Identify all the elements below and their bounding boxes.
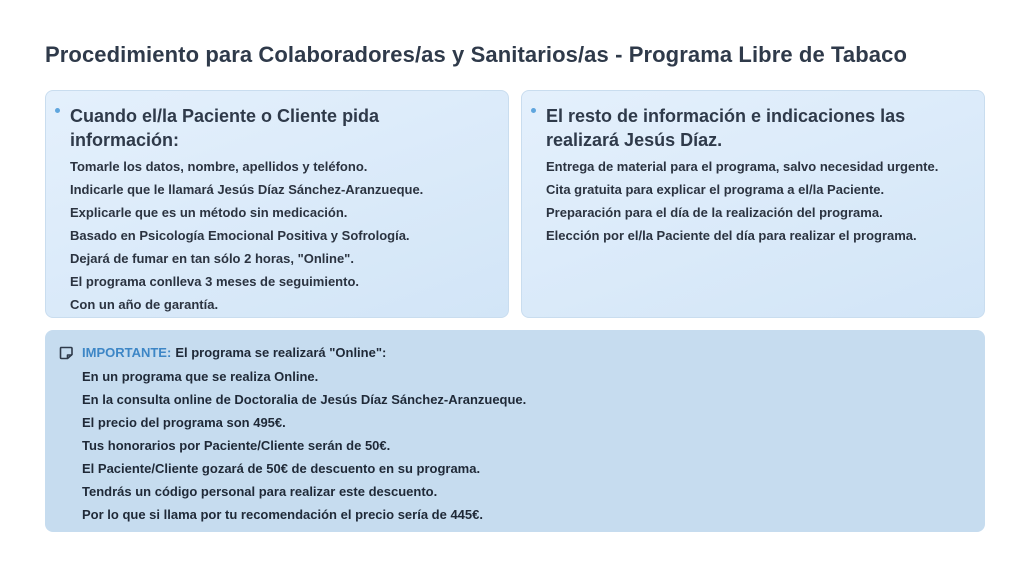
- list-item: El Paciente/Cliente gozará de 50€ de descuento en su programa.: [82, 461, 481, 476]
- list-item: En la consulta online de Doctoralia de Jesús Díaz Sánchez-Aranzueque.: [82, 392, 527, 407]
- page-title: Procedimiento para Colaboradores/as y Sanitarios/as - Programa Libre de Tabaco: [45, 42, 907, 67]
- list-item: Con un año de garantía.: [70, 297, 219, 312]
- right-card-heading: El resto de información e indicaciones las realizará Jesús Díaz.: [546, 106, 906, 150]
- list-item: Tomarle los datos, nombre, apellidos y teléfono.: [70, 159, 368, 174]
- list-item: Tus honorarios por Paciente/Cliente serán de 50€.: [82, 438, 391, 453]
- left-card-heading: Cuando el/la Paciente o Cliente pida información:: [70, 106, 380, 150]
- list-item: Dejará de fumar en tan sólo 2 horas, "Online".: [70, 251, 354, 266]
- list-item: Entrega de material para el programa, salvo necesidad urgente.: [546, 159, 939, 174]
- note-heading: [82, 343, 386, 363]
- important-note: [45, 330, 985, 532]
- note-label: IMPORTANTE:: [82, 345, 172, 360]
- bullet-icon: [531, 108, 536, 113]
- list-item: Elección por el/la Paciente del día para realizar el programa.: [546, 228, 917, 243]
- list-item: Tendrás un código personal para realizar este descuento.: [82, 484, 438, 499]
- note-icon: [59, 346, 73, 360]
- left-card-list: [70, 155, 498, 316]
- list-item: Preparación para el día de la realización del programa.: [546, 205, 883, 220]
- list-item: Cita gratuita para explicar el programa a el/la Paciente.: [546, 182, 885, 197]
- list-item: El programa conlleva 3 meses de seguimiento.: [70, 274, 359, 289]
- note-list: [82, 365, 526, 526]
- list-item: En un programa que se realiza Online.: [82, 369, 319, 384]
- right-card-list: [546, 155, 974, 247]
- note-heading-text: El programa se realizará "Online":: [175, 345, 387, 360]
- list-item: Basado en Psicología Emocional Positiva y Sofrología.: [70, 228, 410, 243]
- list-item: Indicarle que le llamará Jesús Díaz Sánchez-Aranzueque.: [70, 182, 424, 197]
- list-item: Por lo que si llama por tu recomendación el precio sería de 445€.: [82, 507, 483, 522]
- list-item: El precio del programa son 495€.: [82, 415, 286, 430]
- left-info-card: [45, 90, 509, 318]
- right-info-card: [521, 90, 985, 318]
- list-item: Explicarle que es un método sin medicación.: [70, 205, 348, 220]
- bullet-icon: [55, 108, 60, 113]
